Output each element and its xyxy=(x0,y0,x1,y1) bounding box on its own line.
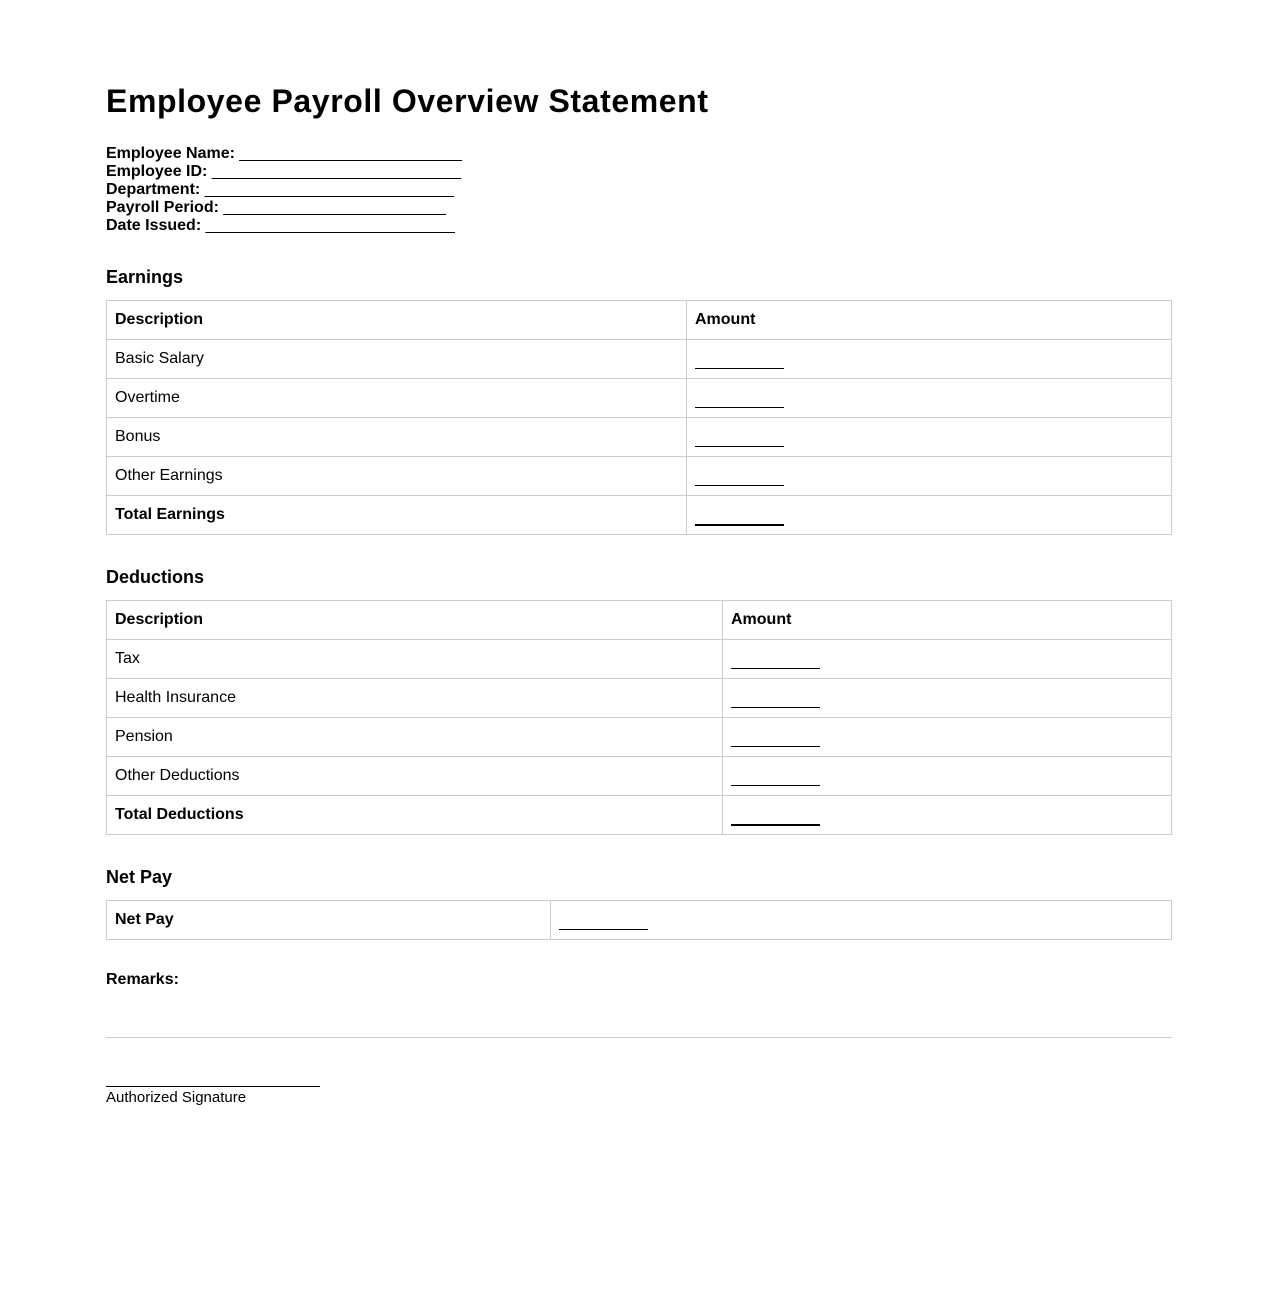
info-date-issued: Date Issued: ____________________________ xyxy=(106,217,455,234)
table-row: Other Deductions xyxy=(107,757,1172,796)
page-title: Employee Payroll Overview Statement xyxy=(106,83,709,119)
amount-field[interactable] xyxy=(695,354,784,369)
payroll-period-field[interactable]: _________________________ xyxy=(223,199,446,216)
total-deductions-field[interactable] xyxy=(731,810,820,826)
table-row: Health Insurance xyxy=(107,679,1172,718)
total-row: Total Deductions xyxy=(107,796,1172,835)
remarks-field[interactable] xyxy=(106,1037,1172,1038)
table-header: Description Amount xyxy=(107,601,1172,640)
amount-field[interactable] xyxy=(695,393,784,408)
total-earnings-field[interactable] xyxy=(695,510,784,526)
employee-name-field[interactable]: _________________________ xyxy=(239,145,462,162)
net-pay-field[interactable] xyxy=(559,915,648,930)
amount-field[interactable] xyxy=(695,471,784,486)
department-field[interactable]: ____________________________ xyxy=(204,181,454,198)
employee-info xyxy=(106,145,462,235)
net-pay-heading: Net Pay xyxy=(106,867,173,887)
amount-field[interactable] xyxy=(731,732,820,747)
signature-label: Authorized Signature xyxy=(106,1089,247,1106)
deductions-table xyxy=(106,600,1172,835)
table-row: Other Earnings xyxy=(107,457,1172,496)
employee-id-field[interactable]: ____________________________ xyxy=(211,163,461,180)
net-pay-table xyxy=(106,900,1172,940)
table-row: Bonus xyxy=(107,418,1172,457)
table-row: Pension xyxy=(107,718,1172,757)
amount-field[interactable] xyxy=(695,432,784,447)
signature-line[interactable] xyxy=(106,1086,320,1087)
info-employee-id: Employee ID: ____________________________ xyxy=(106,163,461,180)
deductions-heading: Deductions xyxy=(106,567,205,587)
earnings-table xyxy=(106,300,1172,535)
net-pay-row: Net Pay xyxy=(107,901,1172,940)
info-department: Department: ____________________________ xyxy=(106,181,454,198)
info-payroll-period: Payroll Period: _________________________ xyxy=(106,199,446,216)
table-row: Overtime xyxy=(107,379,1172,418)
amount-field[interactable] xyxy=(731,771,820,786)
amount-field[interactable] xyxy=(731,693,820,708)
date-issued-field[interactable]: ____________________________ xyxy=(205,217,455,234)
amount-field[interactable] xyxy=(731,654,820,669)
info-employee-name: Employee Name: _________________________ xyxy=(106,145,462,162)
table-row: Tax xyxy=(107,640,1172,679)
remarks-label: Remarks: xyxy=(106,971,179,988)
total-row: Total Earnings xyxy=(107,496,1172,535)
table-row: Basic Salary xyxy=(107,340,1172,379)
table-header: Description Amount xyxy=(107,301,1172,340)
earnings-heading: Earnings xyxy=(106,267,184,287)
